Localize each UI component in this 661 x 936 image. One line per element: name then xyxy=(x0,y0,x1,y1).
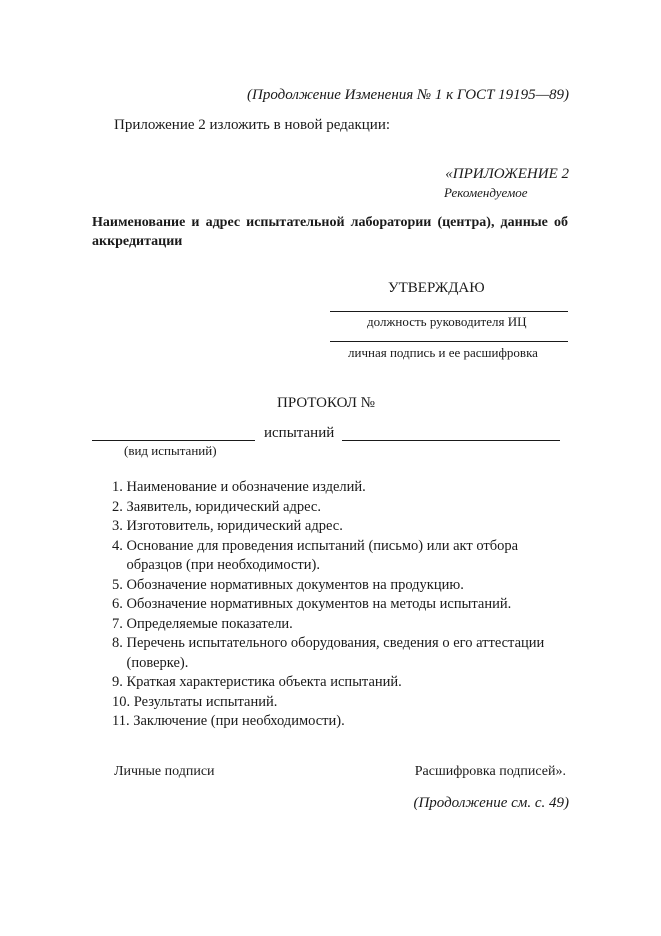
list-item xyxy=(112,576,570,596)
item-number: 9. xyxy=(112,674,123,690)
item-number: 10. xyxy=(112,693,131,710)
item-number: 7. xyxy=(112,615,123,632)
item-text: Наименование и обозначение изделий. xyxy=(126,479,366,495)
test-type-label: (вид испытаний) xyxy=(124,443,217,458)
item-number: 4. xyxy=(112,537,123,554)
item-text: Обозначение нормативных документов на методы испытаний. xyxy=(126,596,512,612)
item-text: Обозначение нормативных документов на продукцию. xyxy=(126,576,464,593)
list-item xyxy=(112,634,570,673)
intro-text: Приложение 2 изложить в новой редакции: xyxy=(114,117,391,133)
list-item xyxy=(112,712,570,732)
protocol-items-list xyxy=(112,478,570,732)
signature-label: личная подпись и ее расшифровка xyxy=(348,345,538,360)
list-item xyxy=(112,498,570,518)
lab-heading: Наименование и адрес испытательной лаборатории (центра), данные об аккредитации xyxy=(92,215,568,249)
item-text: Заключение (при необходимости). xyxy=(133,713,345,729)
appendix-title: «ПРИЛОЖЕНИЕ 2 xyxy=(445,166,569,182)
list-item xyxy=(112,673,570,693)
item-number: 5. xyxy=(112,576,123,593)
item-text: Основание для проведения испытаний (письмо) или акт отбора образцов (при необходимости). xyxy=(126,537,519,573)
list-item xyxy=(112,615,570,635)
list-item xyxy=(112,537,570,576)
item-text: Определяемые показатели. xyxy=(126,615,293,632)
item-text: Перечень испытательного оборудования, сведения о его аттестации (поверке). xyxy=(126,635,545,671)
decoding-label: Расшифровка подписей». xyxy=(414,764,566,779)
item-text: Результаты испытаний. xyxy=(133,693,278,710)
item-number: 2. xyxy=(112,498,123,515)
tests-word: испытаний xyxy=(264,425,335,441)
item-text: Краткая характеристика объекта испытаний. xyxy=(126,674,402,690)
position-line xyxy=(330,311,568,312)
item-text: Изготовитель, юридический адрес. xyxy=(126,518,343,534)
signatures-label: Личные подписи xyxy=(114,764,215,779)
item-number: 11. xyxy=(112,713,130,729)
approve-title: УТВЕРЖДАЮ xyxy=(388,280,485,296)
appendix-subtitle: Рекомендуемое xyxy=(444,185,528,200)
list-item xyxy=(112,595,570,615)
signature-line xyxy=(330,341,568,342)
position-label: должность руководителя ИЦ xyxy=(367,314,527,329)
item-text: Заявитель, юридический адрес. xyxy=(126,498,321,515)
tests-object-line xyxy=(342,440,560,441)
item-number: 3. xyxy=(112,518,123,534)
test-type-line xyxy=(92,440,255,441)
list-item xyxy=(112,478,570,498)
list-item xyxy=(112,693,570,713)
item-number: 6. xyxy=(112,596,123,612)
continuation-header: (Продолжение Изменения № 1 к ГОСТ 19195—89) xyxy=(247,87,569,103)
item-number: 1. xyxy=(112,479,123,495)
protocol-title: ПРОТОКОЛ № xyxy=(277,395,375,411)
continued-note: (Продолжение см. с. 49) xyxy=(413,795,569,811)
list-item xyxy=(112,517,570,537)
item-number: 8. xyxy=(112,635,123,651)
